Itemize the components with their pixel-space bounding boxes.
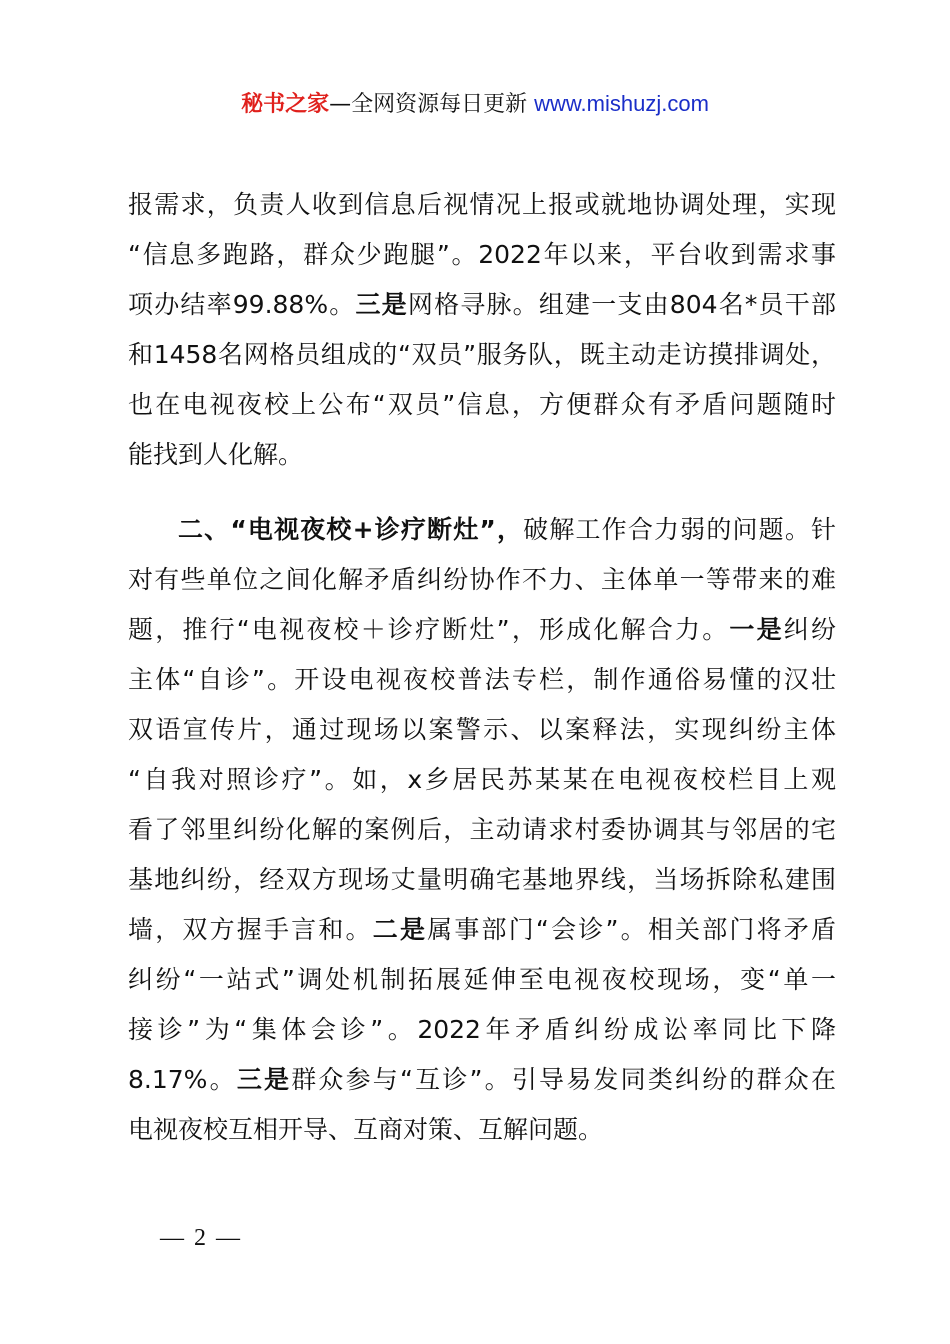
bold-marker: 三是 xyxy=(236,1065,292,1094)
text-line: “信息多跑路，群众少跑腿”。2022年以来，平台收到需求事 xyxy=(128,240,836,269)
site-header xyxy=(0,88,950,121)
text-line: 纠纷“一站式”调处机制拓展延伸至电视夜校现场，变“单一 xyxy=(128,965,836,994)
bold-marker: 三是 xyxy=(355,290,408,319)
text-line: 对有些单位之间化解矛盾纠纷协作不力、主体单一等带来的难 xyxy=(128,565,836,594)
text-line xyxy=(128,905,836,955)
text-line: 看了邻里纠纷化解的案例后，主动请求村委协调其与邻居的宅 xyxy=(128,815,836,844)
text-line: 电视夜校互相开导、互商对策、互解问题。 xyxy=(128,1115,604,1144)
text-run: 纠纷 xyxy=(783,615,836,644)
paragraph-1 xyxy=(128,180,836,480)
text-run: 题，推行“电视夜校＋诊疗断灶”，形成化解合力。 xyxy=(128,615,730,644)
text-run: 项办结率99.88%。 xyxy=(128,290,356,319)
text-line: 基地纠纷，经双方现场丈量明确宅基地界线，当场拆除私建围 xyxy=(128,865,836,894)
paragraph-2 xyxy=(128,505,836,1155)
text-line xyxy=(128,605,836,655)
text-run: 墙，双方握手言和。 xyxy=(128,915,373,944)
bold-marker: 一是 xyxy=(729,615,784,644)
text-run: 群众参与“互诊”。引导易发同类纠纷的群众在 xyxy=(291,1065,836,1094)
text-run: 破解工作合力弱的问题。针 xyxy=(523,515,836,544)
bold-marker: 二是 xyxy=(372,915,428,944)
section-heading: 二、“电视夜校+诊疗断灶”， xyxy=(178,515,524,544)
text-line: 主体“自诊”。开设电视夜校普法专栏，制作通俗易懂的汉壮 xyxy=(128,665,836,694)
text-run: 属事部门“会诊”。相关部门将矛盾 xyxy=(427,915,836,944)
text-run: 网格寻脉。组建一支由804名*员干部 xyxy=(407,290,836,319)
page-number: — 2 — xyxy=(160,1225,242,1251)
text-line: 也在电视夜校上公布“双员”信息，方便群众有矛盾问题随时 xyxy=(128,390,836,419)
text-line: 接诊”为“集体会诊”。2022年矛盾纠纷成讼率同比下降 xyxy=(128,1015,836,1044)
header-slogan: —全网资源每日更新 xyxy=(329,92,535,117)
section-heading-line xyxy=(128,505,836,555)
brand-name: 秘书之家 xyxy=(241,92,330,117)
document-body xyxy=(128,180,836,1155)
text-line: 和1458名网格员组成的“双员”服务队，既主动走访摸排调处， xyxy=(128,340,836,369)
text-run: 8.17%。 xyxy=(128,1065,237,1094)
site-url[interactable]: www.mishuzj.com xyxy=(534,91,709,116)
text-line xyxy=(128,280,836,330)
text-line: “自我对照诊疗”。如，x乡居民苏某某在电视夜校栏目上观 xyxy=(128,765,836,794)
text-line: 报需求，负责人收到信息后视情况上报或就地协调处理，实现 xyxy=(128,190,836,219)
text-line: 双语宣传片，通过现场以案警示、以案释法，实现纠纷主体 xyxy=(128,715,836,744)
text-line: 能找到人化解。 xyxy=(128,440,304,469)
text-line xyxy=(128,1055,836,1105)
